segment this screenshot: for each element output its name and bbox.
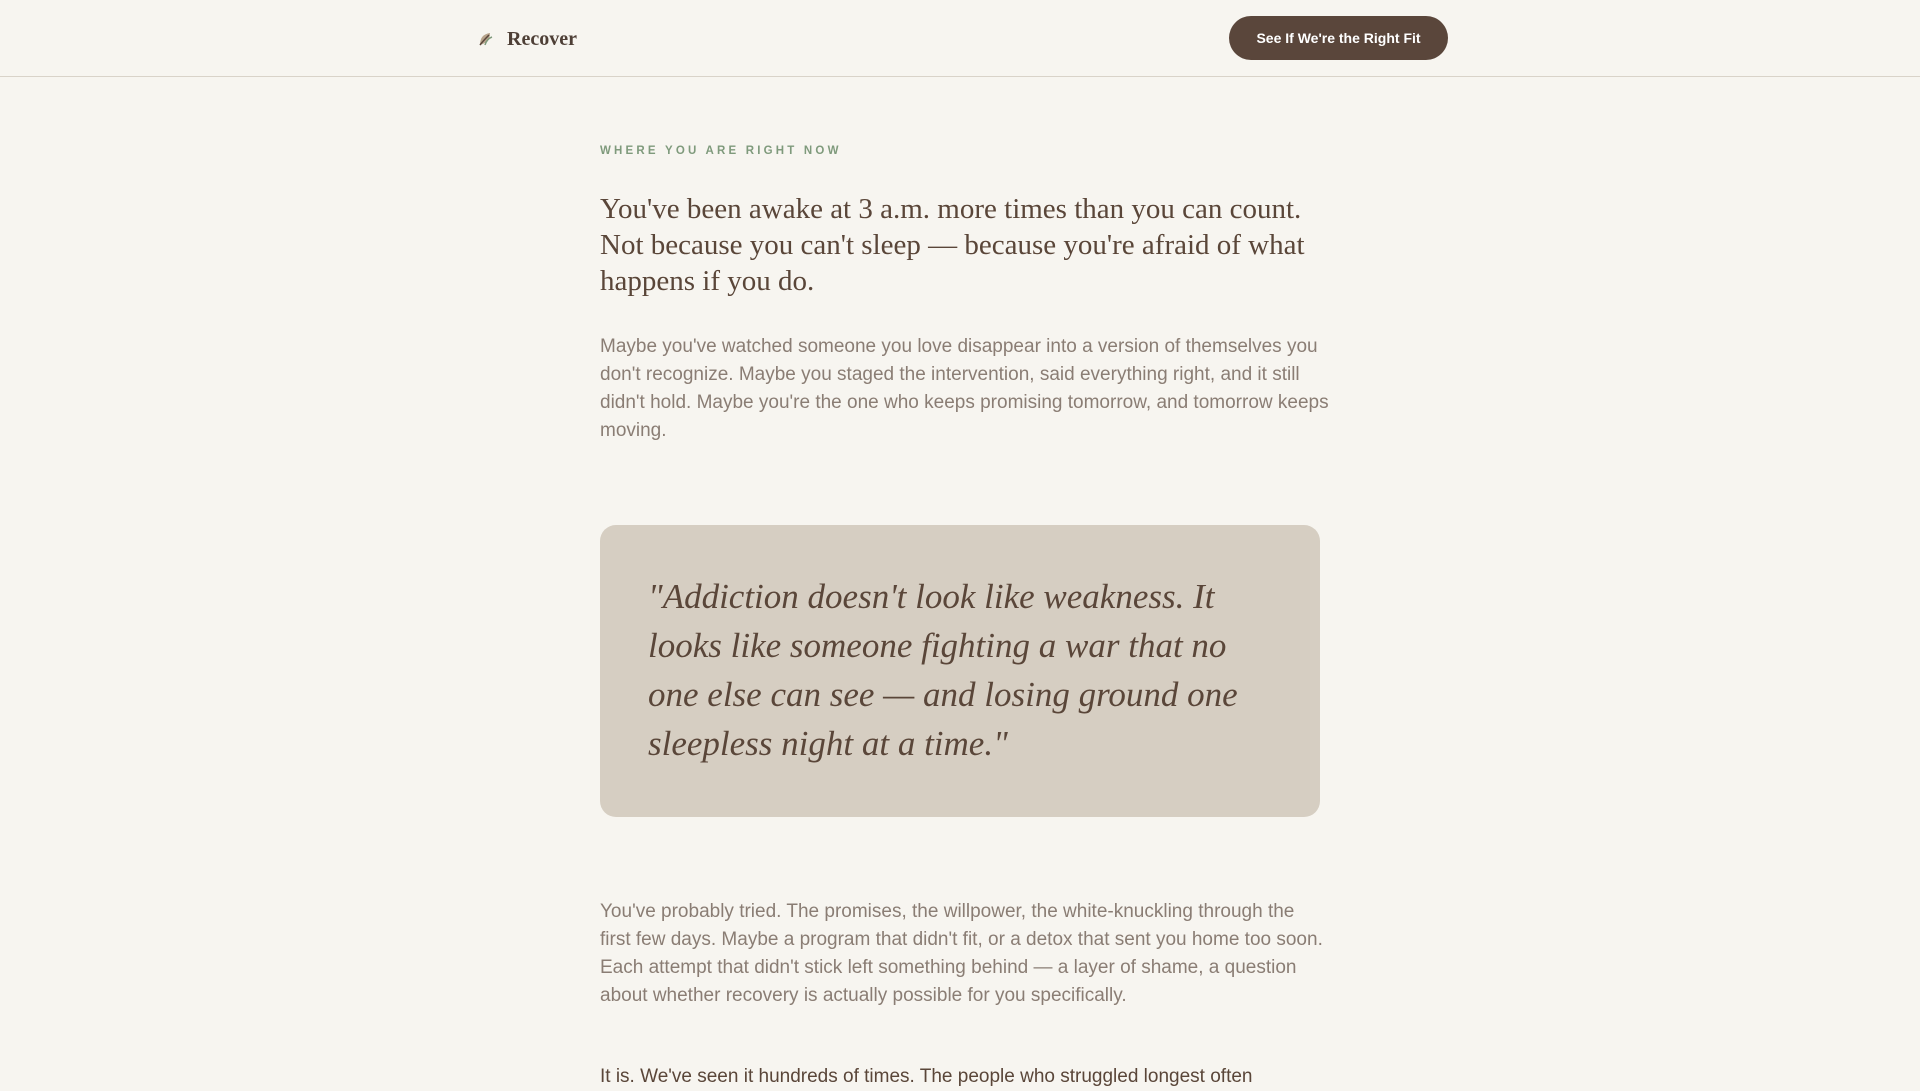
quote-text: "Addiction doesn't look like weakness. It looks like someone fighting a war that no one else can see — and losing ground one sleepless night at a time." [648, 577, 1238, 763]
body-paragraph-continued: It is. We've seen it hundreds of times. The people who struggled longest often [600, 1066, 1253, 1087]
see-if-right-fit-button[interactable]: See If We're the Right Fit [1229, 16, 1448, 60]
brand-logo[interactable] [477, 24, 577, 54]
site-header [0, 0, 1920, 77]
intro-paragraph: Maybe you've watched someone you love disappear into a version of themselves you don't recognize. Maybe you staged the intervention, said everything right, and it still didn't hold. Maybe you're the one who keeps promising tomorrow, and tomorrow keeps moving. [600, 336, 1329, 441]
section-eyebrow: WHERE YOU ARE RIGHT NOW [600, 145, 842, 157]
pull-quote [600, 525, 1320, 817]
lead-heading: You've been awake at 3 a.m. more times than you can count. Not because you can't sleep — because you're afraid of what happens if you do. [600, 193, 1305, 297]
body-paragraph: You've probably tried. The promises, the willpower, the white-knuckling through the first few days. Maybe a program that didn't fit, or a detox that sent you home too soon. Each attempt that didn't stick left something behind — a layer of shame, a question about whether recovery is actually possible for you specifically. [600, 901, 1323, 1006]
leaf-icon [477, 30, 495, 48]
brand-name: Recover [507, 27, 577, 50]
